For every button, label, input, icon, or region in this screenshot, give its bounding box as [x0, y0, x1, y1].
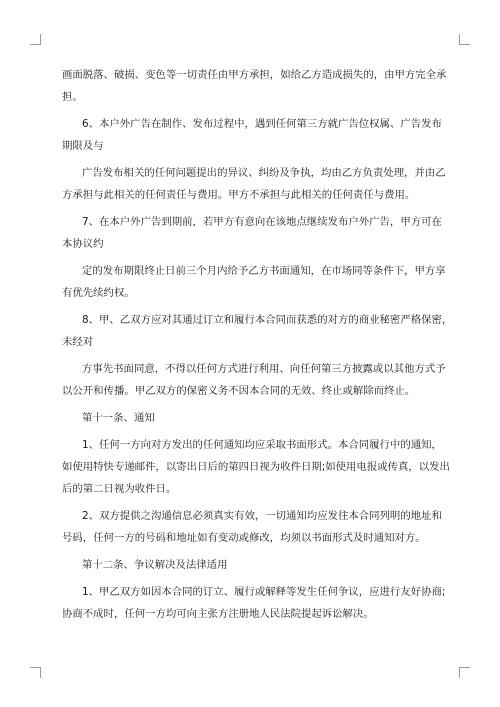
text-line: 方事先书面同意，不得以任何方式进行利用、向任何第三方披露或以其他方式予 — [82, 363, 446, 375]
text-line: 未经对 — [62, 336, 94, 348]
paragraph-clause-8 — [62, 309, 453, 353]
paragraph-notice-1 — [62, 434, 450, 500]
text-line: 2、双方提供之沟通信息必须真实有效，一切通知均应发往本合同列明的地址和 — [82, 510, 442, 522]
text-line: 方承担与此相关的任何责任与费用。甲方不承担与此相关的任何责任与费用。 — [62, 189, 416, 201]
paragraph-clause-7-continued — [62, 260, 446, 304]
text-line: 8、甲、乙双方应对其通过订立和履行本合同而获悉的对方的商业秘密严格保密， — [82, 314, 453, 326]
text-line: 后的第二日视为收件日。 — [62, 483, 177, 495]
text-line: 以公开和传播。甲乙双方的保密义务不因本合同的无效、终止或解除而终止。 — [62, 385, 416, 397]
section-heading: 第十一条、通知 — [82, 412, 155, 424]
crop-mark-top-left — [30, 34, 41, 45]
crop-mark-bottom-right — [459, 667, 470, 678]
text-line: 广告发布相关的任何问题提出的异议、纠纷及争执，均由乙方负责处理，并由乙 — [82, 167, 446, 179]
text-line: 定的发布期限终止日前三个月内给予乙方书面通知，在市场同等条件下，甲方享 — [82, 265, 446, 277]
paragraph-clause-7 — [62, 211, 440, 255]
text-line: 本协议约 — [62, 238, 104, 250]
text-line: 6、本户外广告在制作、发布过程中，遇到任何第三方就广告位权属、广告发布 — [82, 118, 442, 130]
document-page — [62, 64, 453, 625]
text-line: 号码，任何一方的号码和地址如有变动或修改，均须以书面形式及时通知对方。 — [62, 532, 426, 544]
paragraph-clause-6 — [62, 113, 440, 157]
text-line: 1、甲乙双方如因本合同的订立、履行或解释等发生任何争议，应进行友好协商; — [82, 586, 446, 598]
section-heading: 第十二条、争议解决及法律适用 — [82, 559, 228, 571]
text-line: 期限及与 — [62, 140, 104, 152]
crop-mark-bottom-left — [30, 667, 41, 678]
paragraph-dispute-1 — [62, 581, 446, 625]
paragraph-damage-liability — [62, 64, 447, 108]
text-line: 7、在本户外广告到期前，若甲方有意向在该地点继续发布户外广告，甲方可在 — [82, 216, 442, 228]
paragraph-clause-8-continued — [62, 358, 446, 402]
text-line: 担。 — [62, 91, 83, 103]
text-line: 画面脱落、破损、变色等一切责任由甲方承担，如给乙方造成损失的，由甲方完全承 — [62, 69, 447, 81]
section-heading-dispute — [62, 554, 440, 576]
paragraph-notice-2 — [62, 505, 440, 549]
text-line: 如使用特快专递邮件，以寄出日后的第四日视为收件日期;如使用电报或传真，以发出 — [62, 461, 450, 473]
paragraph-clause-6-continued — [62, 162, 446, 206]
section-heading-notice — [62, 407, 440, 429]
text-line: 协商不成时，任何一方均可向主张方注册地人民法院提起诉讼解决。 — [62, 608, 374, 620]
text-line: 1、任何一方向对方发出的任何通知均应采取书面形式。本合同履行中的通知， — [82, 439, 442, 451]
text-line: 有优先续约权。 — [62, 287, 135, 299]
crop-mark-top-right — [459, 34, 470, 45]
